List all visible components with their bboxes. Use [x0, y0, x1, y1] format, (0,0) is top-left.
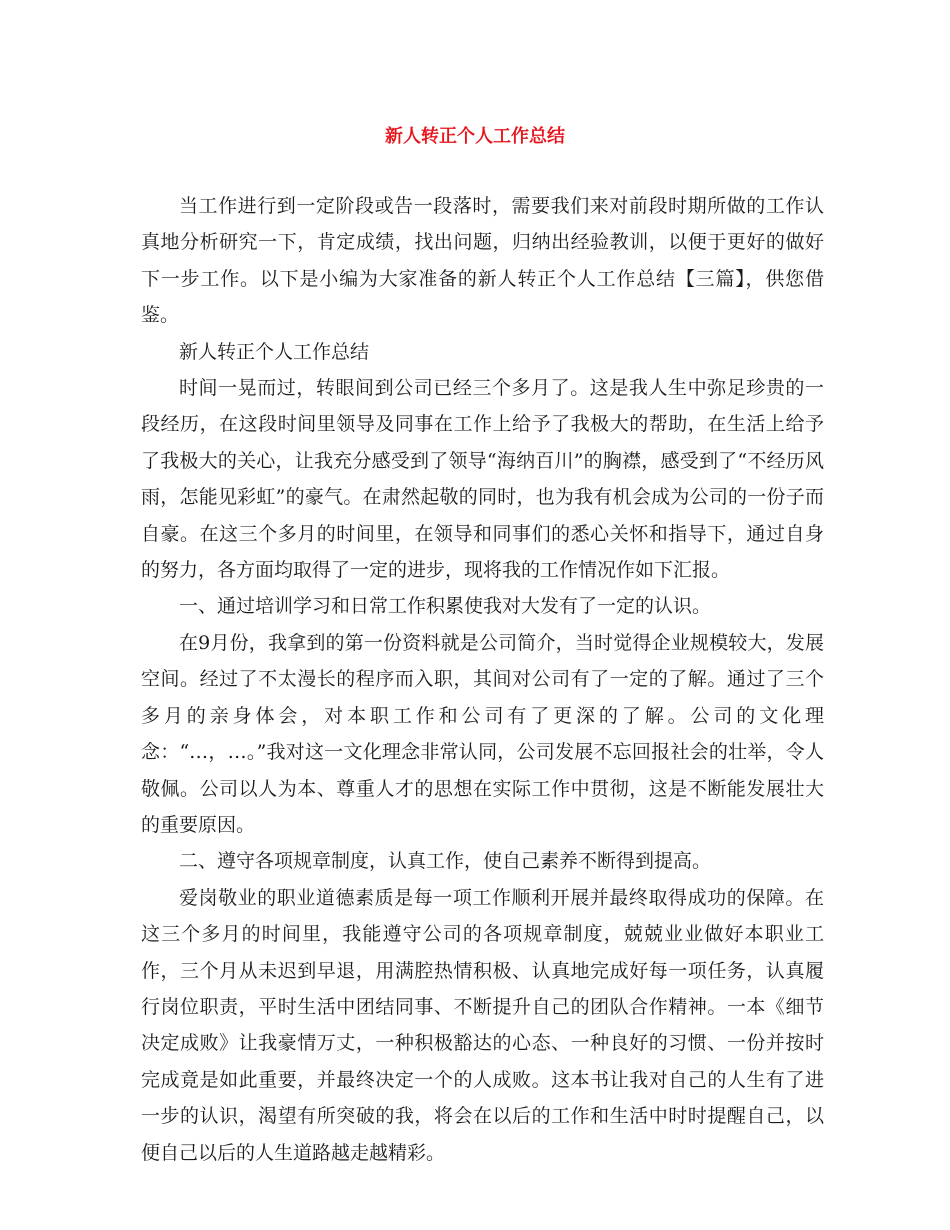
subheading-one: 一、通过培训学习和日常工作积累使我对大发有了一定的认识。	[179, 595, 712, 618]
document-title: 新人转正个人工作总结	[385, 126, 565, 147]
document-body	[141, 188, 824, 1171]
body-paragraph: 在9月份，我拿到的第一份资料就是公司简介，当时觉得企业规模较大，发展空间。经过了不太漫长的程序而入职，其间对公司有了一定的了解。通过了三个多月的亲身体会，对本职工作和公司有了更深的了解。公司的文化理念：“…，…。”我对这一文化理念非常认同，公司发展不忘回报社会的壮举，令人敬佩。公司以人为本、尊重人才的思想在实际工作中贯彻，这是不断能发展壮大的重要原因。	[141, 631, 824, 836]
subheading-two: 二、遵守各项规章制度，认真工作，使自己素养不断得到提高。	[179, 850, 712, 873]
section-heading: 新人转正个人工作总结	[179, 340, 370, 363]
body-paragraph: 爱岗敬业的职业道德素质是每一项工作顺利开展并最终取得成功的保障。在这三个多月的时间里，我能遵守公司的各项规章制度，兢兢业业做好本职业工作，三个月从未迟到早退，用满腔热情积极、认真地完成好每一项任务，认真履行岗位职责，平时生活中团结同事、不断提升自己的团队合作精神。一本《细节决定成败》让我豪情万丈，一种积极豁达的心态、一种良好的习惯、一份并按时完成竟是如此重要，并最终决定一个的人成败。这本书让我对自己的人生有了进一步的认识，渴望有所突破的我，将会在以后的工作和生活中时时提醒自己，以便自己以后的人生道路越走越精彩。	[141, 886, 824, 1164]
intro-paragraph: 当工作进行到一定阶段或告一段落时，需要我们来对前段时期所做的工作认真地分析研究一下，肯定成绩，找出问题，归纳出经验教训，以便于更好的做好下一步工作。以下是小编为大家准备的新人转正个人工作总结【三篇】，供您借鉴。	[141, 195, 824, 327]
body-paragraph: 时间一晃而过，转眼间到公司已经三个多月了。这是我人生中弥足珍贵的一段经历，在这段时间里领导及同事在工作上给予了我极大的帮助，在生活上给予了我极大的关心，让我充分感受到了领导“海纳百川”的胸襟，感受到了“不经历风雨，怎能见彩虹”的豪气。在肃然起敬的同时，也为我有机会成为公司的一份子而自豪。在这三个多月的时间里，在领导和同事们的悉心关怀和指导下，通过自身的努力，各方面均取得了一定的进步，现将我的工作情况作如下汇报。	[141, 377, 824, 582]
